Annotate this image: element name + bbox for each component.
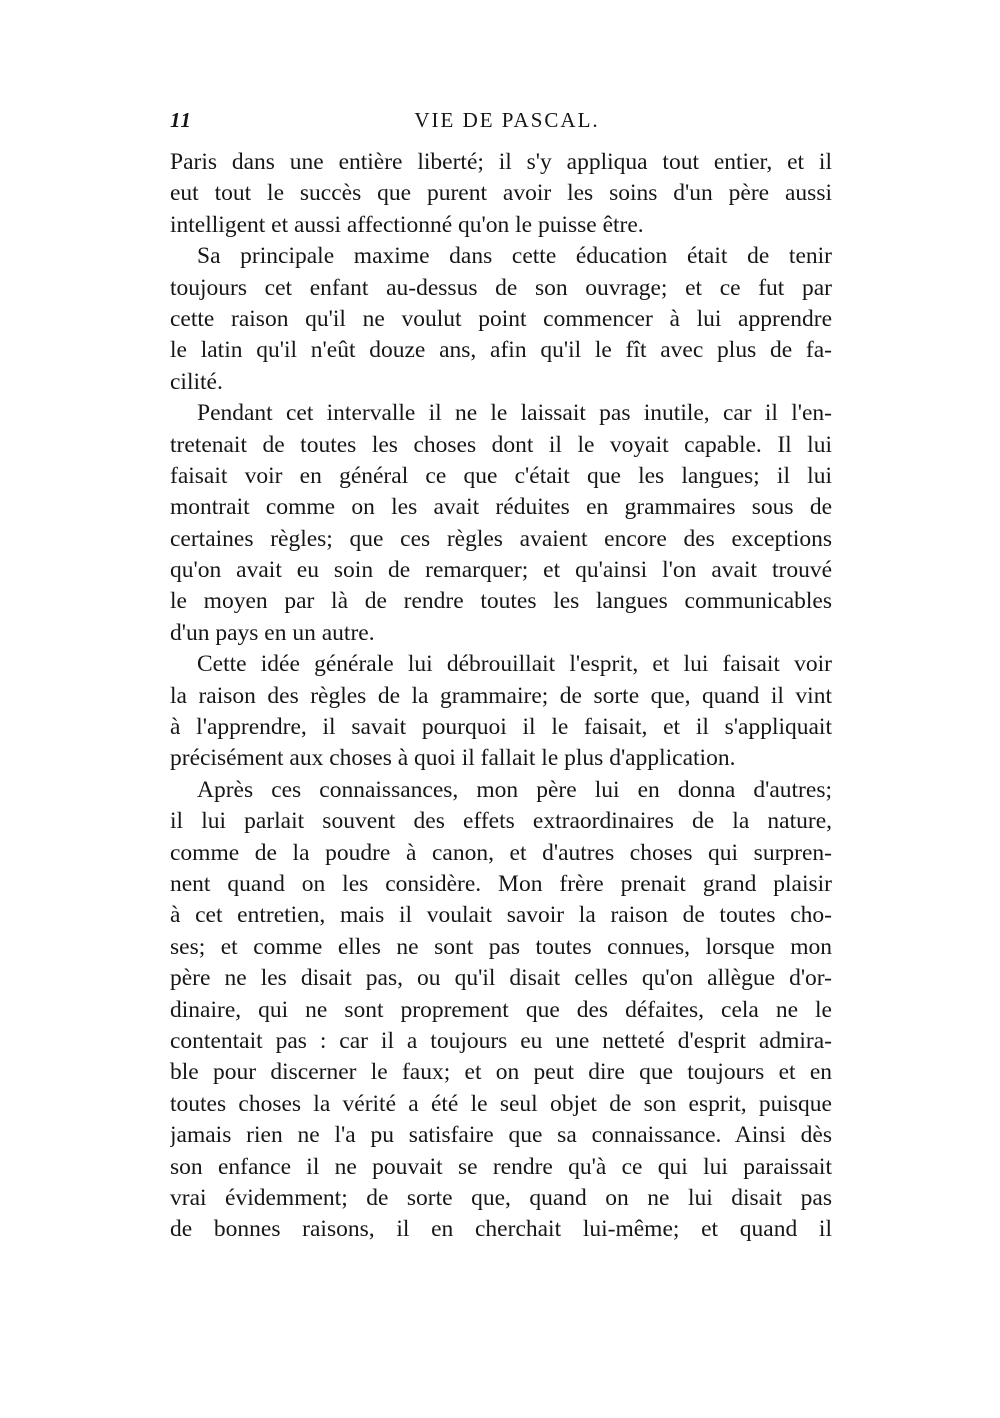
text-line: de bonnes raisons, il en cherchait lui-même; et quand il [170,1216,832,1243]
text-line: intelligent et aussi affectionné qu'on le puisse être. [170,211,644,238]
text-line: toutes choses la vérité a été le seul objet de son esprit, puisque [170,1090,832,1117]
text-line: son enfance il ne pouvait se rendre qu'à ce qui lui paraissait [170,1153,832,1180]
text-line: il lui parlait souvent des effets extraordinaires de la nature, [170,808,832,835]
text-line: ble pour discerner le faux; et on peut dire que toujours et en [170,1059,832,1086]
text-line: précisément aux choses à quoi il fallait le plus d'application. [170,745,736,772]
text-line: ses; et comme elles ne sont pas toutes connues, lorsque mon [170,933,832,960]
text-line: comme de la poudre à canon, et d'autres choses qui surpren- [170,839,832,866]
text-line: Paris dans une entière liberté; il s'y appliqua tout entier, et il [170,149,832,175]
text-line: la raison des règles de la grammaire; de sorte que, quand il vint [170,682,832,709]
text-line: d'un pays en un autre. [170,619,375,646]
text-line: qu'on avait eu soin de remarquer; et qu'ainsi l'on avait trouvé [170,557,832,584]
text-line: tretenait de toutes les choses dont il le voyait capable. Il lui [170,431,832,458]
text-line: vrai évidemment; de sorte que, quand on ne lui disait pas [170,1184,832,1211]
page-number: 11 [170,108,192,132]
text-line: toujours cet enfant au-dessus de son ouvrage; et ce fut par [170,274,832,301]
text-line: nent quand on les considère. Mon frère prenait grand plaisir [170,870,832,897]
text-line: à l'apprendre, il savait pourquoi il le faisait, et il s'appliquait [170,714,832,741]
text-line: eut tout le succès que purent avoir les soins d'un père aussi [170,180,832,207]
text-line: Sa principale maxime dans cette éducation était de tenir [197,243,832,270]
text-line: Cette idée générale lui débrouillait l'esprit, et lui faisait voir [197,651,832,678]
text-line: jamais rien ne l'a pu satisfaire que sa connaissance. Ainsi dès [170,1122,832,1149]
text-line: montrait comme on les avait réduites en grammaires sous de [170,494,832,521]
running-title: VIE DE PASCAL. [414,108,600,132]
text-line: contentait pas : car il a toujours eu une netteté d'esprit admira- [170,1027,832,1054]
text-line: dinaire, qui ne sont proprement que des défaites, cela ne le [170,996,832,1023]
text-line: cette raison qu'il ne voulut point commencer à lui apprendre [170,305,832,332]
text-line: à cet entretien, mais il voulait savoir la raison de toutes cho- [170,902,832,929]
body-text [170,147,832,1246]
text-line: Pendant cet intervalle il ne le laissait pas inutile, car il l'en- [197,400,832,427]
text-line: certaines règles; que ces règles avaient encore des exceptions [170,525,832,552]
text-line: le moyen par là de rendre toutes les langues communicables [170,588,832,615]
text-line: cilité. [170,368,223,395]
text-line: Après ces connaissances, mon père lui en donna d'autres; [197,776,832,803]
text-line: le latin qu'il n'eût douze ans, afin qu'il le fît avec plus de fa- [170,337,832,364]
page-header [170,108,832,138]
text-line: faisait voir en général ce que c'était que les langues; il lui [170,462,832,489]
text-line: père ne les disait pas, ou qu'il disait celles qu'on allègue d'or- [170,965,832,992]
